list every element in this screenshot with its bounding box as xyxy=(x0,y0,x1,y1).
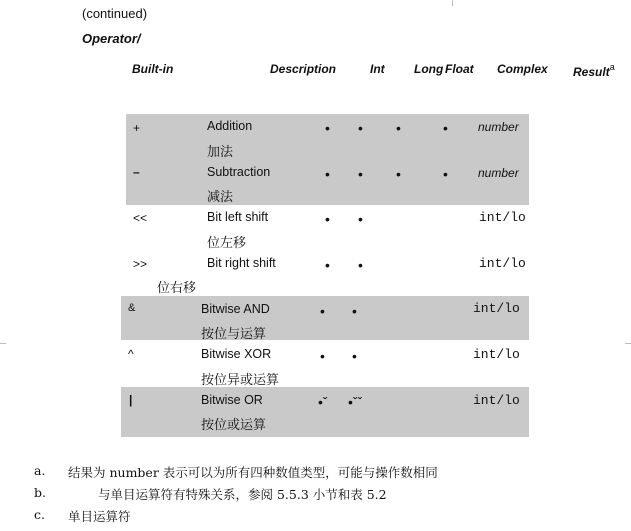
header-int: Int xyxy=(370,62,385,76)
long-support-dot: •ˇˇ xyxy=(348,394,363,410)
int-support-dot: • xyxy=(320,348,325,364)
table-row-desc: Subtraction xyxy=(207,165,271,179)
shaded-band-and xyxy=(121,296,529,340)
long-support-dot: • xyxy=(358,166,363,182)
page-corner-mark xyxy=(452,0,453,6)
table-row-cn: 减法 xyxy=(207,190,234,205)
long-support-dot: • xyxy=(358,120,363,136)
page-corner-mark xyxy=(625,343,631,344)
complex-support-dot: • xyxy=(443,120,448,136)
table-row-op: | xyxy=(129,393,133,407)
continued-label: (continued) xyxy=(82,6,148,21)
table-row-result: int/lo xyxy=(479,210,526,225)
int-support-dot: • xyxy=(325,120,330,136)
table-row-result: int/lo xyxy=(479,256,526,271)
table-row-desc: Bit left shift xyxy=(207,210,269,224)
table-row-result: number xyxy=(478,120,519,134)
footnote-text: 单目运算符 xyxy=(68,509,131,524)
table-row-op: – xyxy=(133,165,140,179)
table-row-op: ^ xyxy=(128,347,134,361)
table-row-op: << xyxy=(133,211,148,225)
complex-support-dot: • xyxy=(443,166,448,182)
table-row-cn: 按位与运算 xyxy=(201,327,267,342)
table-row-cn: 按位或运算 xyxy=(201,418,267,433)
float-support-dot: • xyxy=(396,120,401,136)
footnote-label: a. xyxy=(34,463,46,478)
footnote-label: c. xyxy=(34,507,45,522)
long-support-dot: • xyxy=(358,257,363,273)
header-builtin: Built-in xyxy=(132,62,174,76)
int-support-dot: • xyxy=(325,211,330,227)
int-support-dot: •ˇ xyxy=(318,394,328,410)
table-row-desc: Bitwise AND xyxy=(201,302,270,316)
table-row-op: + xyxy=(133,121,141,135)
table-row-result: int/lo xyxy=(473,393,520,408)
page-corner-mark xyxy=(0,343,6,344)
table-row-result: number xyxy=(478,166,519,180)
footnote-text: 与单目运算符有特殊关系，参阅 5.5.3 小节和表 5.2 xyxy=(98,487,387,502)
int-support-dot: • xyxy=(325,166,330,182)
table-row-op: & xyxy=(128,302,136,314)
long-support-dot: • xyxy=(352,303,357,319)
table-row-result: int/lo xyxy=(473,301,520,316)
header-float: Float xyxy=(445,62,474,76)
table-row-desc: Bitwise OR xyxy=(201,393,263,407)
table-row-desc: Bit right shift xyxy=(207,256,276,270)
table-row-desc: Bitwise XOR xyxy=(201,347,272,361)
footnote-text: 结果为 number 表示可以为所有四种数值类型，可能与操作数相同 xyxy=(68,465,438,480)
operator-header: Operator/ xyxy=(82,31,141,46)
float-support-dot: • xyxy=(396,166,401,182)
table-row-cn: 位左移 xyxy=(207,236,247,251)
result-footnote-marker: a xyxy=(609,62,615,72)
header-description: Description xyxy=(270,62,337,76)
table-row-op: >> xyxy=(133,257,148,271)
header-complex: Complex xyxy=(497,62,548,76)
table-row-cn: 位右移 xyxy=(157,281,197,296)
long-support-dot: • xyxy=(358,211,363,227)
int-support-dot: • xyxy=(320,303,325,319)
footnote-label: b. xyxy=(34,485,46,500)
int-support-dot: • xyxy=(325,257,330,273)
table-row-result: int/lo xyxy=(473,347,520,362)
header-result: Result$^a$ xyxy=(573,62,615,79)
header-long: Long xyxy=(414,62,444,76)
long-support-dot: • xyxy=(352,348,357,364)
table-row-cn: 加法 xyxy=(207,145,234,160)
table-row-desc: Addition xyxy=(207,119,253,133)
table-row-cn: 按位异或运算 xyxy=(201,373,280,388)
